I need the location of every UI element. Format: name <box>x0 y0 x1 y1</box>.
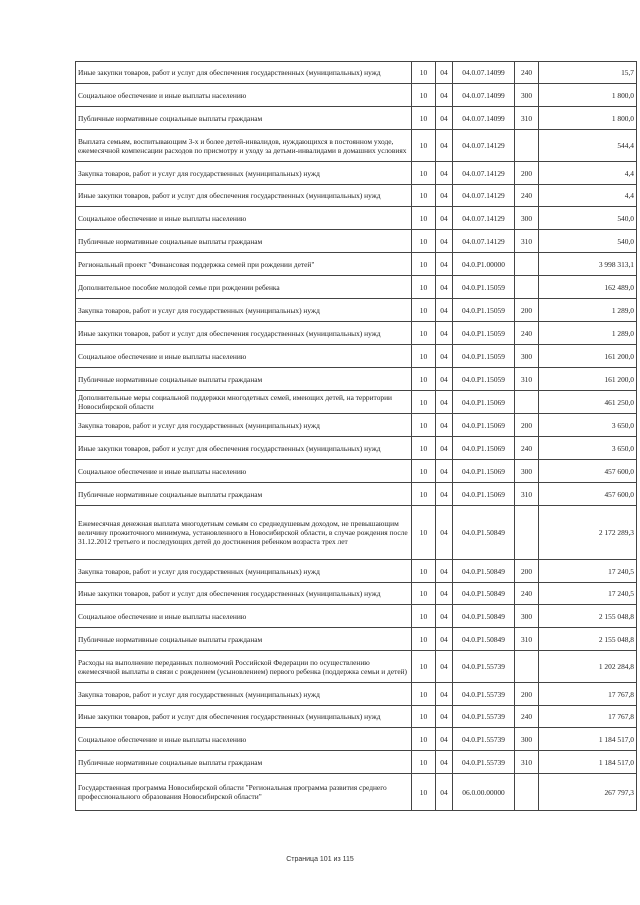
expense-type-cell: 240 <box>515 62 539 84</box>
section-code-cell: 10 <box>412 345 436 368</box>
subsection-code-cell: 04 <box>436 683 453 706</box>
subsection-code-cell: 04 <box>436 414 453 437</box>
expense-type-cell: 300 <box>515 84 539 107</box>
section-code-cell: 10 <box>412 276 436 299</box>
expense-name-cell: Иные закупки товаров, работ и услуг для обеспечения государственных (муниципальных) нужд <box>76 322 412 345</box>
subsection-code-cell: 04 <box>436 322 453 345</box>
expense-type-cell <box>515 506 539 560</box>
section-code-cell: 10 <box>412 162 436 185</box>
target-article-cell: 04.0.P1.50849 <box>453 560 515 583</box>
table-row <box>76 437 637 460</box>
amount-cell: 544,4 <box>539 130 637 162</box>
table-row <box>76 62 637 84</box>
section-code-cell: 10 <box>412 368 436 391</box>
expense-type-cell <box>515 130 539 162</box>
expense-name-cell: Дополнительное пособие молодой семье при рождении ребенка <box>76 276 412 299</box>
expense-type-cell: 240 <box>515 437 539 460</box>
amount-cell: 1 202 284,8 <box>539 651 637 683</box>
target-article-cell: 04.0.07.14099 <box>453 84 515 107</box>
subsection-code-cell: 04 <box>436 253 453 276</box>
table-row <box>76 728 637 751</box>
table-row <box>76 706 637 728</box>
section-code-cell: 10 <box>412 84 436 107</box>
subsection-code-cell: 04 <box>436 460 453 483</box>
section-code-cell: 10 <box>412 185 436 207</box>
table-row <box>76 276 637 299</box>
subsection-code-cell: 04 <box>436 560 453 583</box>
expense-type-cell: 200 <box>515 299 539 322</box>
section-code-cell: 10 <box>412 751 436 774</box>
target-article-cell: 04.0.P1.15059 <box>453 276 515 299</box>
expense-name-cell: Социальное обеспечение и иные выплаты населению <box>76 460 412 483</box>
section-code-cell: 10 <box>412 483 436 506</box>
target-article-cell: 04.0.P1.15069 <box>453 483 515 506</box>
target-article-cell: 04.0.P1.15069 <box>453 414 515 437</box>
target-article-cell: 04.0.P1.50849 <box>453 605 515 628</box>
expense-type-cell: 300 <box>515 207 539 230</box>
subsection-code-cell: 04 <box>436 185 453 207</box>
amount-cell: 4,4 <box>539 185 637 207</box>
target-article-cell: 04.0.P1.00000 <box>453 253 515 276</box>
subsection-code-cell: 04 <box>436 207 453 230</box>
target-article-cell: 04.0.P1.55739 <box>453 728 515 751</box>
expense-type-cell: 240 <box>515 706 539 728</box>
subsection-code-cell: 04 <box>436 345 453 368</box>
expense-type-cell: 300 <box>515 345 539 368</box>
expense-name-cell: Публичные нормативные социальные выплаты гражданам <box>76 628 412 651</box>
table-row <box>76 345 637 368</box>
expense-name-cell: Закупка товаров, работ и услуг для государственных (муниципальных) нужд <box>76 414 412 437</box>
expense-name-cell: Публичные нормативные социальные выплаты гражданам <box>76 230 412 253</box>
amount-cell: 457 600,0 <box>539 483 637 506</box>
target-article-cell: 04.0.P1.15069 <box>453 391 515 414</box>
expense-name-cell: Расходы на выполнение переданных полномочий Российской Федерации по осуществлению ежемесячной выплаты в связи с рождением (усыновлением) первого ребенка (поддержка семьи и детей) <box>76 651 412 683</box>
amount-cell: 2 155 048,8 <box>539 628 637 651</box>
amount-cell: 540,0 <box>539 207 637 230</box>
table-row <box>76 683 637 706</box>
target-article-cell: 04.0.07.14129 <box>453 130 515 162</box>
section-code-cell: 10 <box>412 414 436 437</box>
expense-type-cell: 310 <box>515 483 539 506</box>
target-article-cell: 04.0.P1.15069 <box>453 437 515 460</box>
expense-name-cell: Социальное обеспечение и иные выплаты населению <box>76 84 412 107</box>
table-row <box>76 207 637 230</box>
target-article-cell: 04.0.P1.55739 <box>453 683 515 706</box>
expense-type-cell: 240 <box>515 185 539 207</box>
expense-type-cell <box>515 391 539 414</box>
table-row <box>76 391 637 414</box>
table-row <box>76 130 637 162</box>
subsection-code-cell: 04 <box>436 368 453 391</box>
amount-cell: 2 172 289,3 <box>539 506 637 560</box>
target-article-cell: 04.0.07.14129 <box>453 207 515 230</box>
target-article-cell: 04.0.P1.55739 <box>453 751 515 774</box>
expense-name-cell: Региональный проект "Финансовая поддержка семей при рождении детей" <box>76 253 412 276</box>
amount-cell: 1 184 517,0 <box>539 728 637 751</box>
expense-type-cell <box>515 253 539 276</box>
expense-name-cell: Иные закупки товаров, работ и услуг для обеспечения государственных (муниципальных) нужд <box>76 185 412 207</box>
subsection-code-cell: 04 <box>436 107 453 130</box>
section-code-cell: 10 <box>412 706 436 728</box>
table-row <box>76 605 637 628</box>
target-article-cell: 04.0.P1.50849 <box>453 628 515 651</box>
section-code-cell: 10 <box>412 253 436 276</box>
target-article-cell: 04.0.P1.55739 <box>453 651 515 683</box>
table-body <box>76 62 637 811</box>
target-article-cell: 04.0.07.14129 <box>453 230 515 253</box>
table-row <box>76 107 637 130</box>
target-article-cell: 04.0.P1.15059 <box>453 368 515 391</box>
table-row <box>76 506 637 560</box>
expense-name-cell: Иные закупки товаров, работ и услуг для обеспечения государственных (муниципальных) нужд <box>76 62 412 84</box>
subsection-code-cell: 04 <box>436 651 453 683</box>
table-row <box>76 414 637 437</box>
expense-type-cell: 310 <box>515 368 539 391</box>
expense-name-cell: Закупка товаров, работ и услуг для государственных (муниципальных) нужд <box>76 162 412 185</box>
section-code-cell: 10 <box>412 130 436 162</box>
table-row <box>76 560 637 583</box>
expense-name-cell: Социальное обеспечение и иные выплаты населению <box>76 207 412 230</box>
amount-cell: 4,4 <box>539 162 637 185</box>
table-row <box>76 253 637 276</box>
expense-type-cell: 310 <box>515 230 539 253</box>
table-row <box>76 583 637 605</box>
table-row <box>76 628 637 651</box>
expense-name-cell: Публичные нормативные социальные выплаты гражданам <box>76 107 412 130</box>
subsection-code-cell: 04 <box>436 751 453 774</box>
target-article-cell: 04.0.P1.15059 <box>453 345 515 368</box>
expense-name-cell: Социальное обеспечение и иные выплаты населению <box>76 605 412 628</box>
section-code-cell: 10 <box>412 207 436 230</box>
table-row <box>76 751 637 774</box>
page-number-label: Страница 101 из 115 <box>286 856 354 863</box>
budget-table <box>75 61 637 811</box>
amount-cell: 461 250,0 <box>539 391 637 414</box>
amount-cell: 3 650,0 <box>539 414 637 437</box>
target-article-cell: 04.0.07.14099 <box>453 62 515 84</box>
table-row <box>76 84 637 107</box>
expense-name-cell: Закупка товаров, работ и услуг для государственных (муниципальных) нужд <box>76 560 412 583</box>
amount-cell: 162 489,0 <box>539 276 637 299</box>
target-article-cell: 04.0.P1.15069 <box>453 460 515 483</box>
subsection-code-cell: 04 <box>436 130 453 162</box>
expense-name-cell: Государственная программа Новосибирской области "Региональная программа развития среднего профессионального образования Новосибирской области" <box>76 774 412 811</box>
amount-cell: 1 289,0 <box>539 322 637 345</box>
subsection-code-cell: 04 <box>436 62 453 84</box>
page-footer <box>0 856 640 863</box>
expense-name-cell: Ежемесячная денежная выплата многодетным семьям со среднедушевым доходом, не превышающим величину прожиточного минимума, установленного в Новосибирской области, в случае рождения после 31.12.2012 третьего и последующих детей до достижения ребенком возраста трех лет <box>76 506 412 560</box>
amount-cell: 17 240,5 <box>539 583 637 605</box>
table-row <box>76 162 637 185</box>
subsection-code-cell: 04 <box>436 706 453 728</box>
amount-cell: 2 155 048,8 <box>539 605 637 628</box>
amount-cell: 1 800,0 <box>539 84 637 107</box>
expense-name-cell: Закупка товаров, работ и услуг для государственных (муниципальных) нужд <box>76 683 412 706</box>
subsection-code-cell: 04 <box>436 728 453 751</box>
amount-cell: 3 650,0 <box>539 437 637 460</box>
subsection-code-cell: 04 <box>436 774 453 811</box>
target-article-cell: 04.0.07.14129 <box>453 162 515 185</box>
subsection-code-cell: 04 <box>436 506 453 560</box>
section-code-cell: 10 <box>412 774 436 811</box>
section-code-cell: 10 <box>412 683 436 706</box>
subsection-code-cell: 04 <box>436 84 453 107</box>
table-row <box>76 460 637 483</box>
expense-type-cell: 300 <box>515 460 539 483</box>
subsection-code-cell: 04 <box>436 483 453 506</box>
expense-type-cell: 200 <box>515 414 539 437</box>
table-row <box>76 299 637 322</box>
expense-name-cell: Социальное обеспечение и иные выплаты населению <box>76 728 412 751</box>
target-article-cell: 04.0.P1.50849 <box>453 583 515 605</box>
expense-type-cell: 200 <box>515 560 539 583</box>
expense-type-cell: 200 <box>515 683 539 706</box>
amount-cell: 15,7 <box>539 62 637 84</box>
table-row <box>76 651 637 683</box>
table-row <box>76 483 637 506</box>
target-article-cell: 04.0.07.14099 <box>453 107 515 130</box>
section-code-cell: 10 <box>412 651 436 683</box>
amount-cell: 17 240,5 <box>539 560 637 583</box>
section-code-cell: 10 <box>412 605 436 628</box>
target-article-cell: 04.0.P1.15059 <box>453 322 515 345</box>
amount-cell: 1 289,0 <box>539 299 637 322</box>
expense-name-cell: Иные закупки товаров, работ и услуг для обеспечения государственных (муниципальных) нужд <box>76 706 412 728</box>
section-code-cell: 10 <box>412 322 436 345</box>
section-code-cell: 10 <box>412 628 436 651</box>
expense-type-cell: 310 <box>515 751 539 774</box>
amount-cell: 3 998 313,1 <box>539 253 637 276</box>
table-row <box>76 185 637 207</box>
table-row <box>76 774 637 811</box>
expense-name-cell: Социальное обеспечение и иные выплаты населению <box>76 345 412 368</box>
subsection-code-cell: 04 <box>436 628 453 651</box>
amount-cell: 1 800,0 <box>539 107 637 130</box>
target-article-cell: 04.0.P1.50849 <box>453 506 515 560</box>
amount-cell: 161 200,0 <box>539 345 637 368</box>
section-code-cell: 10 <box>412 460 436 483</box>
expense-type-cell <box>515 651 539 683</box>
subsection-code-cell: 04 <box>436 299 453 322</box>
subsection-code-cell: 04 <box>436 583 453 605</box>
expense-type-cell: 240 <box>515 322 539 345</box>
amount-cell: 1 184 517,0 <box>539 751 637 774</box>
expense-type-cell: 200 <box>515 162 539 185</box>
expense-name-cell: Выплата семьям, воспитывающим 3-х и более детей-инвалидов, нуждающихся в постоянном уходе, ежемесячной компенсации расходов по присмотру и уходу за детьми-инвалидами в домашних условиях <box>76 130 412 162</box>
subsection-code-cell: 04 <box>436 162 453 185</box>
expense-type-cell <box>515 774 539 811</box>
subsection-code-cell: 04 <box>436 276 453 299</box>
section-code-cell: 10 <box>412 107 436 130</box>
amount-cell: 457 600,0 <box>539 460 637 483</box>
expense-type-cell: 310 <box>515 628 539 651</box>
expense-name-cell: Иные закупки товаров, работ и услуг для обеспечения государственных (муниципальных) нужд <box>76 437 412 460</box>
target-article-cell: 06.0.00.00000 <box>453 774 515 811</box>
amount-cell: 17 767,8 <box>539 683 637 706</box>
expense-name-cell: Дополнительные меры социальной поддержки многодетных семей, имеющих детей, на территории Новосибирской области <box>76 391 412 414</box>
table-row <box>76 368 637 391</box>
section-code-cell: 10 <box>412 506 436 560</box>
section-code-cell: 10 <box>412 299 436 322</box>
amount-cell: 161 200,0 <box>539 368 637 391</box>
expense-name-cell: Публичные нормативные социальные выплаты гражданам <box>76 368 412 391</box>
target-article-cell: 04.0.P1.55739 <box>453 706 515 728</box>
section-code-cell: 10 <box>412 560 436 583</box>
section-code-cell: 10 <box>412 728 436 751</box>
table-row <box>76 322 637 345</box>
expense-type-cell: 300 <box>515 605 539 628</box>
section-code-cell: 10 <box>412 583 436 605</box>
section-code-cell: 10 <box>412 230 436 253</box>
expense-name-cell: Публичные нормативные социальные выплаты гражданам <box>76 751 412 774</box>
target-article-cell: 04.0.07.14129 <box>453 185 515 207</box>
section-code-cell: 10 <box>412 62 436 84</box>
subsection-code-cell: 04 <box>436 391 453 414</box>
subsection-code-cell: 04 <box>436 437 453 460</box>
table-row <box>76 230 637 253</box>
expense-name-cell: Закупка товаров, работ и услуг для государственных (муниципальных) нужд <box>76 299 412 322</box>
expense-type-cell: 300 <box>515 728 539 751</box>
section-code-cell: 10 <box>412 437 436 460</box>
expense-name-cell: Публичные нормативные социальные выплаты гражданам <box>76 483 412 506</box>
expense-type-cell: 310 <box>515 107 539 130</box>
subsection-code-cell: 04 <box>436 605 453 628</box>
expense-type-cell: 240 <box>515 583 539 605</box>
amount-cell: 267 797,3 <box>539 774 637 811</box>
subsection-code-cell: 04 <box>436 230 453 253</box>
amount-cell: 17 767,8 <box>539 706 637 728</box>
expense-type-cell <box>515 276 539 299</box>
section-code-cell: 10 <box>412 391 436 414</box>
amount-cell: 540,0 <box>539 230 637 253</box>
expense-name-cell: Иные закупки товаров, работ и услуг для обеспечения государственных (муниципальных) нужд <box>76 583 412 605</box>
target-article-cell: 04.0.P1.15059 <box>453 299 515 322</box>
